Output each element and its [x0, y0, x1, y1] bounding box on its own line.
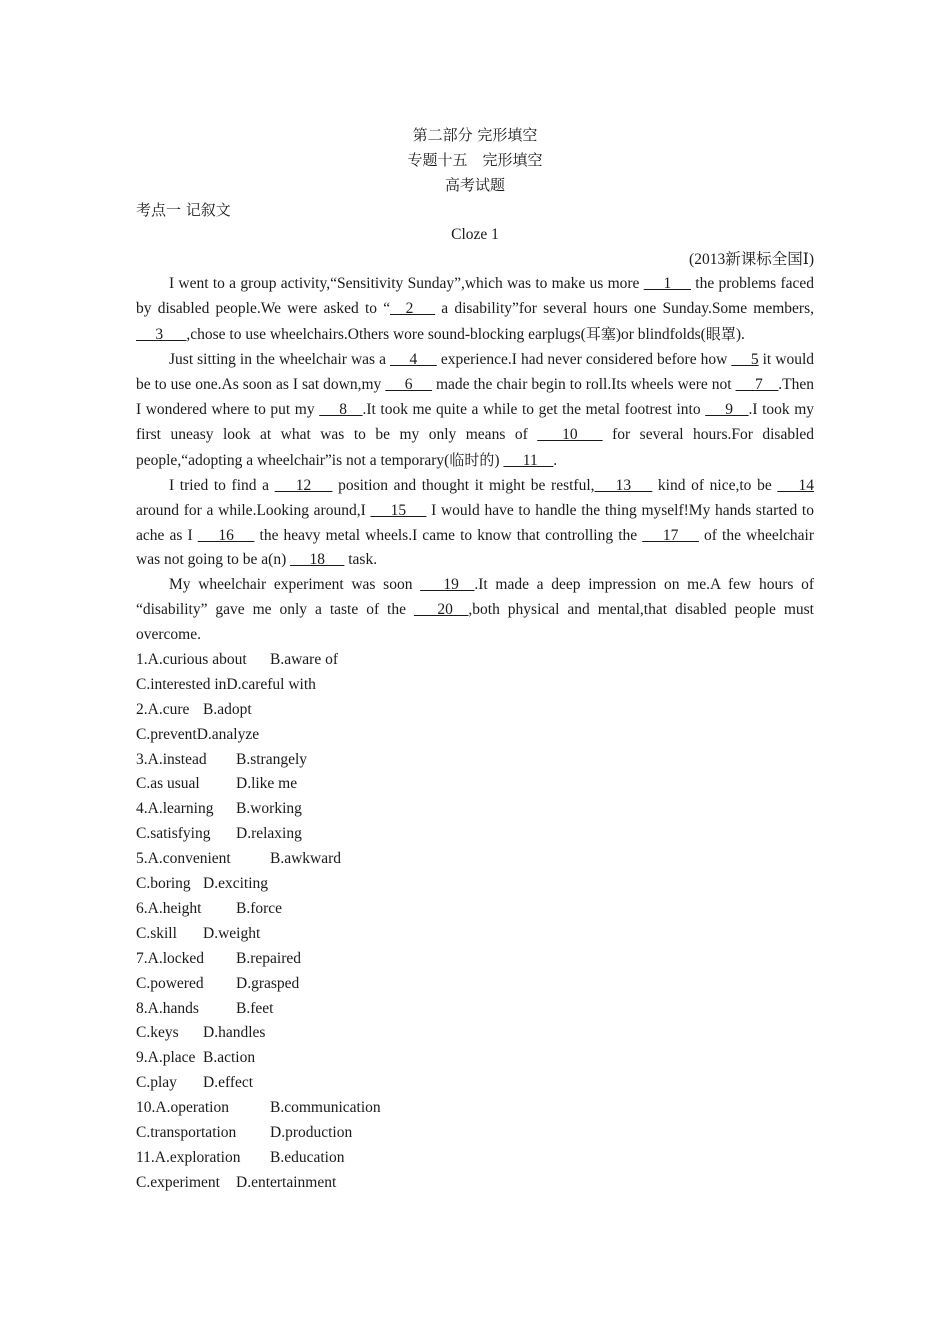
blank-9: __9__	[705, 400, 749, 418]
text-run: .	[553, 451, 558, 469]
option-a: 11.A.exploration	[136, 1148, 241, 1166]
option-row	[136, 648, 814, 673]
blank-3: __3___	[136, 326, 187, 344]
option-row	[136, 997, 814, 1022]
blank-19: __19__	[420, 576, 475, 594]
option-d: D.entertainment	[236, 1173, 337, 1191]
option-c: C.transportation	[136, 1123, 237, 1141]
option-row	[136, 822, 814, 847]
option-a: 1.A.curious about	[136, 651, 247, 669]
option-row	[136, 872, 814, 897]
text-run: .Then I wondered where to put my	[136, 376, 815, 418]
text-run: My wheelchair experiment was soon	[169, 576, 421, 594]
option-d: D.grasped	[236, 974, 300, 992]
text-run: position and thought it might be restful,	[332, 476, 595, 494]
text-run: task.	[344, 551, 378, 569]
option-row	[136, 772, 814, 797]
text-run: the problems faced by disabled people.We were asked to “	[136, 275, 814, 318]
blank-2: __2__	[390, 300, 436, 318]
option-row	[136, 897, 814, 922]
option-d: D.analyze	[196, 725, 260, 743]
blank-15: __15__	[370, 501, 427, 519]
blank-7: __7__	[735, 376, 779, 394]
source-label: (2013新课标全国Ⅰ)	[689, 250, 814, 268]
document-content	[136, 123, 814, 1196]
option-row	[136, 1021, 814, 1046]
option-c: C.satisfying	[136, 825, 211, 843]
option-b: B.communication	[270, 1099, 381, 1117]
blank-12: __12__	[274, 476, 333, 494]
option-row	[136, 847, 814, 872]
option-b: B.feet	[236, 999, 274, 1017]
blank-14: __14	[777, 476, 814, 494]
option-c: C.skill	[136, 924, 177, 942]
text-run: it would be to use one.As soon as I sat down,my	[136, 351, 815, 394]
blank-4: __4__	[390, 351, 437, 369]
option-row	[136, 723, 814, 748]
option-row	[136, 1121, 814, 1146]
subtitle: 高考试题	[444, 175, 505, 194]
blank-13: __13__	[594, 476, 653, 494]
part-title: 第二部分 完形填空	[412, 126, 538, 144]
option-row	[136, 1096, 814, 1121]
option-row	[136, 1046, 814, 1071]
option-a: 2.A.cure	[136, 700, 190, 718]
option-c: C.experiment	[136, 1173, 220, 1191]
text-run: kind of nice,to be	[652, 476, 778, 494]
option-c: C.as usual	[136, 775, 200, 793]
option-row	[136, 922, 814, 947]
option-c: C.powered	[136, 974, 204, 992]
option-d: D.handles	[203, 1024, 266, 1042]
topic-title: 专题十五 完形填空	[407, 150, 543, 169]
option-b: B.strangely	[236, 750, 308, 768]
text-run: ,both physical and mental,that disabled people must overcome.	[136, 601, 814, 644]
blank-20: __20__	[413, 601, 469, 619]
option-d: D.like me	[236, 775, 298, 793]
blank-18: __18__	[290, 551, 345, 569]
section-title: 考点一 记叙文	[136, 200, 231, 219]
text-run: made the chair begin to roll.Its wheels were not	[431, 376, 736, 394]
blank-5: __5	[731, 351, 759, 369]
option-b: B.adopt	[203, 700, 252, 718]
option-row	[136, 1146, 814, 1171]
option-row	[136, 698, 814, 723]
option-a: 5.A.convenient	[136, 850, 231, 868]
option-b: B.awkward	[270, 850, 342, 868]
passage-paragraph-4	[136, 573, 814, 648]
blank-8: __8__	[319, 400, 363, 418]
option-a: 10.A.operation	[136, 1099, 229, 1117]
gloss-temporary: 临时的	[449, 450, 495, 469]
option-b: B.working	[236, 800, 302, 818]
option-row	[136, 1071, 814, 1096]
option-a: 7.A.locked	[136, 949, 205, 967]
option-c: C.boring	[136, 875, 191, 893]
blank-16: __16__	[197, 526, 255, 544]
option-row	[136, 797, 814, 822]
text-run: )or blindfolds(	[615, 326, 706, 344]
option-d: D.exciting	[203, 875, 268, 893]
option-b: B.force	[236, 899, 283, 917]
option-a: 3.A.instead	[136, 750, 207, 768]
option-d: D.production	[270, 1123, 353, 1141]
option-c: C.play	[136, 1074, 177, 1092]
option-row	[136, 947, 814, 972]
text-run: I would have to handle the thing myself!My hands started to ache as I	[136, 501, 814, 544]
option-b: B.education	[270, 1148, 345, 1166]
text-run: a disability”for several hours one Sunday.Some members,	[435, 300, 815, 318]
text-run: I went to a group activity,“Sensitivity Sunday”,which was to make us more	[169, 275, 644, 293]
text-run: the heavy metal wheels.I came to know that controlling the	[254, 526, 643, 544]
option-row	[136, 673, 814, 698]
text-run: ,chose to use wheelchairs.Others wore sound-blocking earplugs(	[186, 326, 586, 344]
option-d: D.effect	[203, 1074, 254, 1092]
option-c: C.interested in	[136, 675, 227, 693]
option-c: C.prevent	[136, 725, 197, 743]
blank-6: __6__	[385, 376, 432, 394]
option-b: B.action	[203, 1049, 256, 1067]
option-b: B.aware of	[270, 651, 338, 669]
text-run: Just sitting in the wheelchair was a	[169, 351, 390, 369]
blank-17: __17__	[642, 526, 699, 544]
text-run: .It made a deep impression on me.A few hours of “disability” gave me only a taste of the	[136, 576, 814, 619]
option-row	[136, 748, 814, 773]
blank-1: __1__	[643, 275, 691, 293]
blank-11: __11__	[503, 451, 554, 469]
options-list	[136, 648, 814, 1196]
option-d: D.weight	[203, 924, 261, 942]
text-run: for several hours.For disabled people,“adopting a wheelchair”is not a temporary(	[136, 425, 815, 469]
text-run: of the wheelchair was not going to be a(n)	[136, 526, 815, 569]
option-a: 6.A.height	[136, 899, 202, 917]
gloss-blindfolds: 眼罩	[705, 325, 736, 344]
text-run: experience.I had never considered before how	[436, 351, 732, 369]
cloze-title: Cloze 1	[451, 225, 499, 243]
option-d: D.relaxing	[236, 825, 302, 843]
text-run: ).	[735, 326, 745, 344]
text-run: .I took my first uneasy look at what was to be my only means of	[136, 400, 815, 443]
blank-10: __10__	[537, 425, 603, 443]
gloss-earplugs: 耳塞	[585, 325, 616, 344]
passage-paragraph-2	[136, 348, 814, 474]
option-a: 4.A.learning	[136, 800, 214, 818]
option-c: C.keys	[136, 1024, 179, 1042]
passage-paragraph-3	[136, 474, 814, 574]
option-row	[136, 972, 814, 997]
passage-paragraph-1	[136, 272, 814, 348]
text-run: around for a while.Looking around,I	[136, 501, 371, 519]
option-d: D.careful with	[226, 675, 316, 693]
option-b: B.repaired	[236, 949, 301, 967]
text-run: I tried to find a	[169, 476, 275, 494]
text-run: .It took me quite a while to get the metal footrest into	[362, 400, 706, 418]
option-a: 8.A.hands	[136, 999, 199, 1017]
option-row	[136, 1171, 814, 1196]
text-run: )	[494, 451, 504, 469]
option-a: 9.A.place	[136, 1049, 196, 1067]
